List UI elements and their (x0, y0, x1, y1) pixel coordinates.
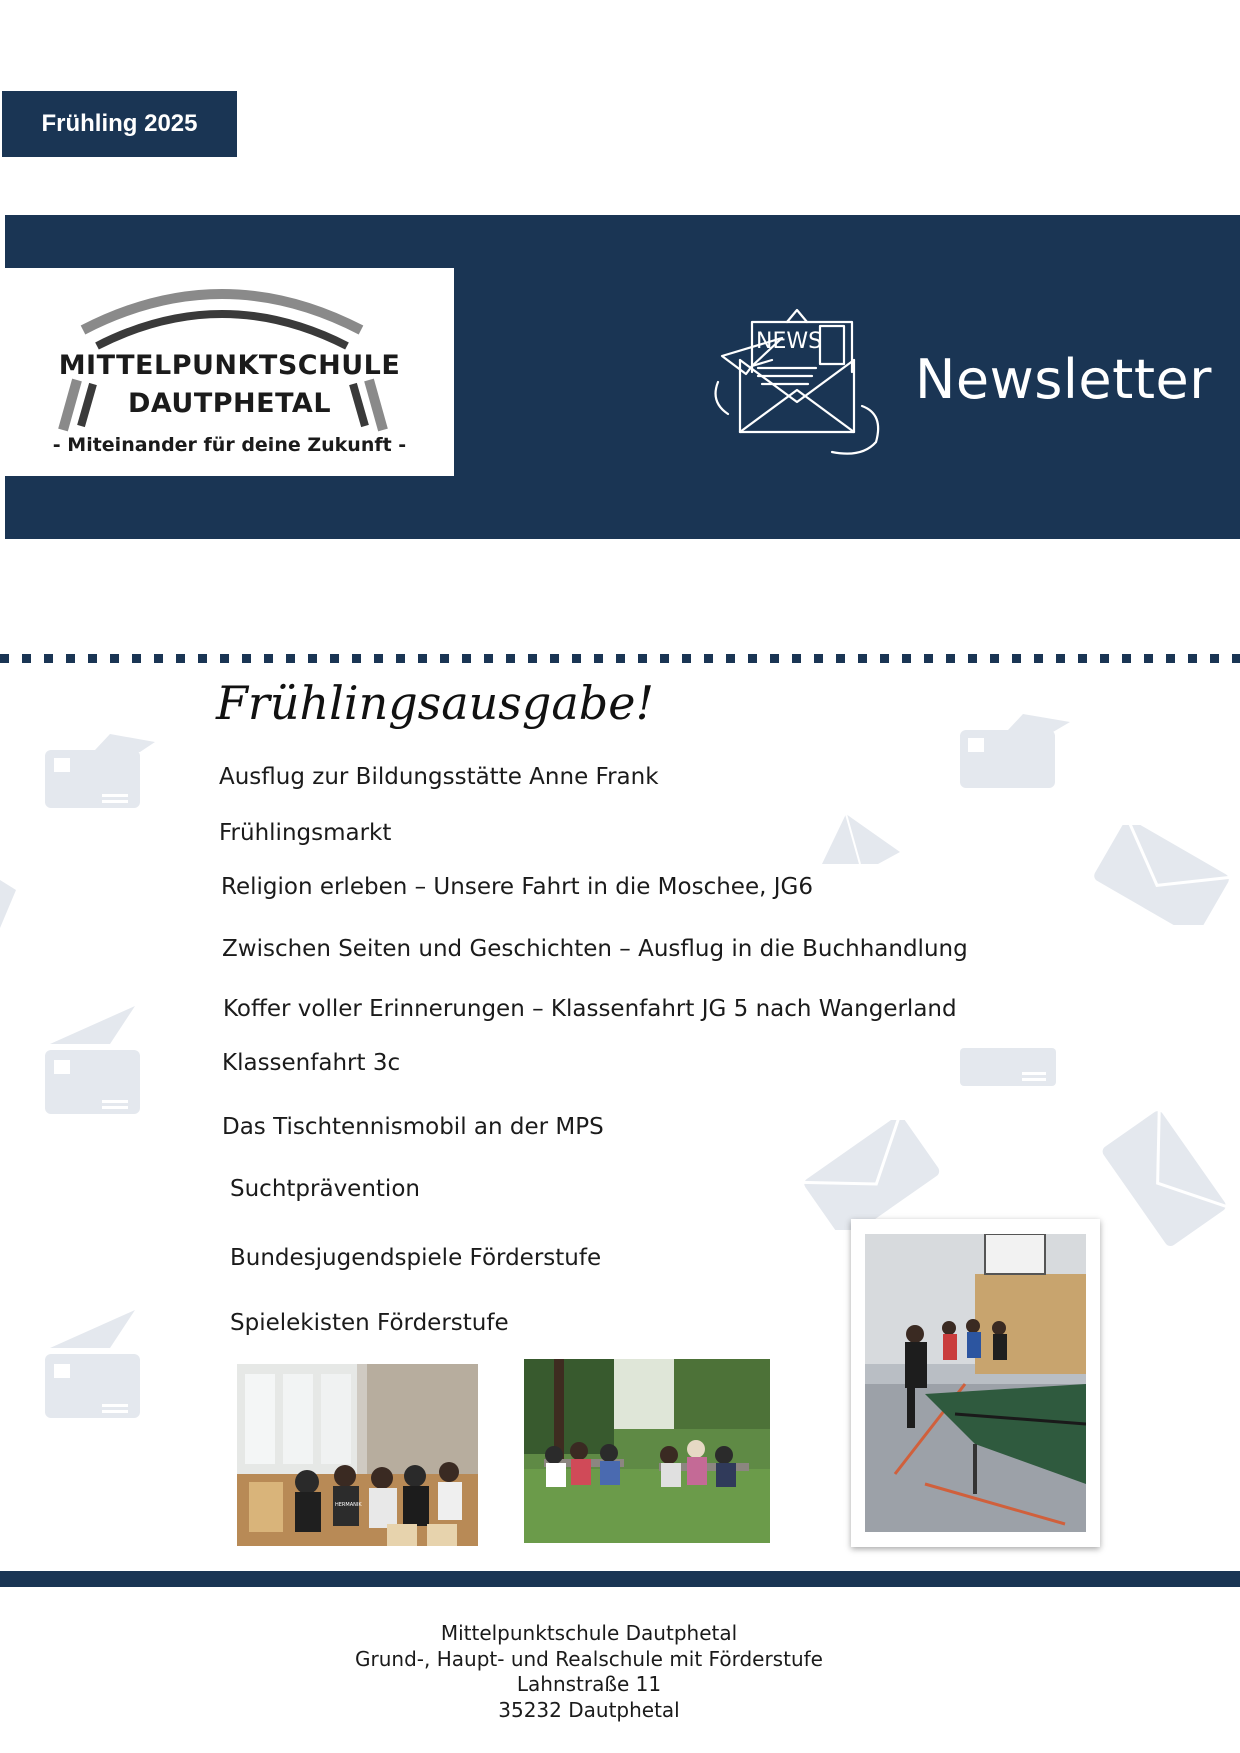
paper-plane-watermark-icon (820, 812, 902, 868)
footer-bar (0, 1571, 1240, 1587)
toc-item: Koffer voller Erinnerungen – Klassenfahrt JG 5 nach Wangerland (223, 996, 957, 1022)
news-icon-label: NEWS (756, 329, 823, 354)
toc-item: Religion erleben – Unsere Fahrt in die Moschee, JG6 (221, 874, 813, 900)
footer-street: Lahnstraße 11 (516, 1672, 662, 1696)
newsletter-title: Newsletter (915, 348, 1212, 411)
logo-tagline: - Miteinander für deine Zukunft - (52, 434, 407, 456)
envelope-watermark-icon (40, 728, 160, 813)
dotted-divider (0, 654, 1240, 663)
toc-item: Zwischen Seiten und Geschichten – Ausflug in die Buchhandlung (222, 936, 968, 962)
photo-table-tennis-frame (851, 1219, 1100, 1547)
toc-item: Frühlingsmarkt (219, 820, 392, 846)
footer-city: 35232 Dautphetal (498, 1698, 680, 1722)
photo-shirt-text: HERMANIK (335, 1502, 362, 1508)
tilted-envelope-watermark-icon-3 (1100, 1108, 1230, 1248)
tilted-envelope-watermark-icon (1088, 825, 1238, 925)
footer-school-name: Mittelpunktschule Dautphetal (440, 1621, 738, 1645)
photo-outdoor-picnic (524, 1359, 770, 1543)
newspaper-envelope-icon (712, 302, 892, 462)
photo-table-tennis (865, 1234, 1086, 1532)
toc-item: Ausflug zur Bildungsstätte Anne Frank (219, 764, 659, 790)
envelope-watermark-icon-2 (958, 708, 1078, 793)
envelope-plane-watermark-icon (40, 1004, 160, 1119)
footer-school-type: Grund-, Haupt- und Realschule mit Förderstufe (355, 1647, 823, 1671)
season-label: Frühling 2025 (2, 91, 237, 157)
toc-item: Das Tischtennismobil an der MPS (222, 1114, 604, 1140)
toc-item: Klassenfahrt 3c (222, 1050, 401, 1076)
toc-item: Suchtprävention (230, 1176, 420, 1202)
toc-item: Bundesjugendspiele Förderstufe (230, 1245, 602, 1271)
logo-school-name: MITTELPUNKTSCHULE (58, 350, 401, 381)
photo-indoor-group (237, 1364, 478, 1546)
school-logo (5, 268, 454, 476)
logo-school-place: DAUTPHETAL (127, 388, 332, 419)
issue-heading: Frühlingsausgabe! (216, 676, 654, 730)
flat-envelope-watermark-icon (958, 1046, 1058, 1088)
envelope-plane-watermark-icon-2 (40, 1308, 160, 1423)
edge-watermark-icon (0, 880, 20, 930)
tilted-envelope-watermark-icon-2 (795, 1120, 945, 1230)
toc-item: Spielekisten Förderstufe (230, 1310, 509, 1336)
